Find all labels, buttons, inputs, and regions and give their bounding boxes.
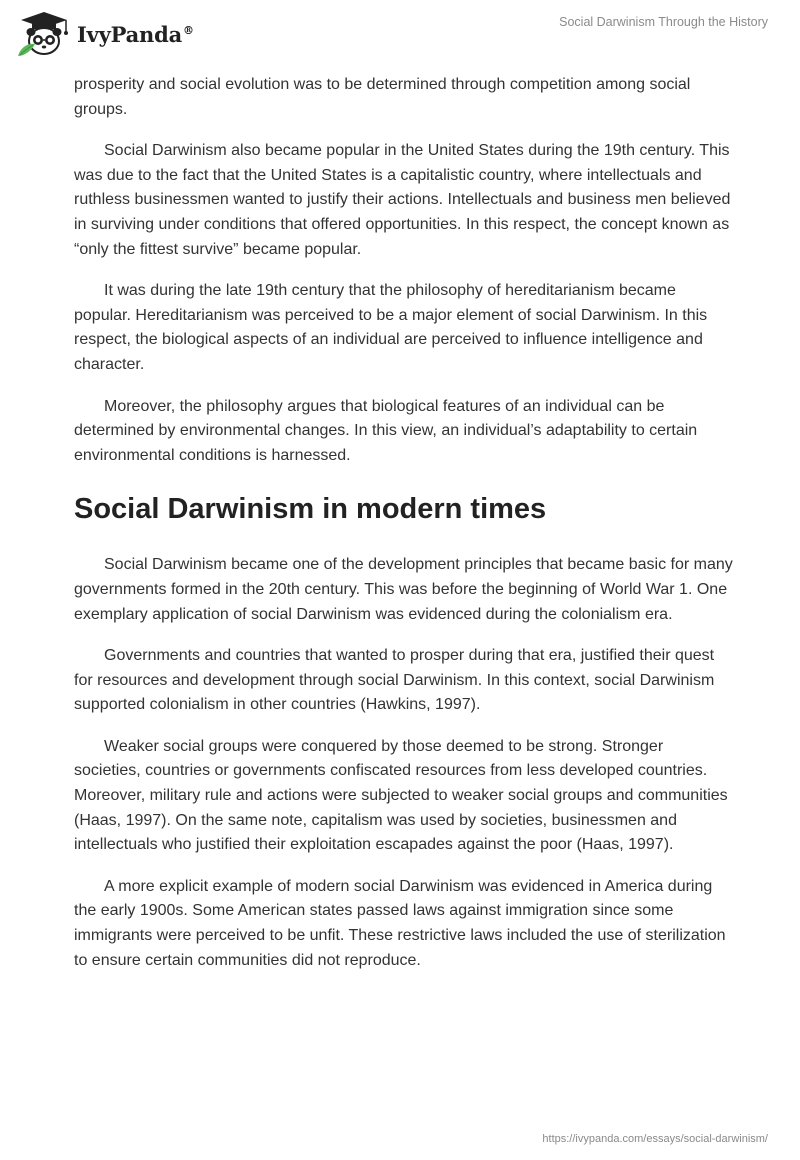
paragraph: Social Darwinism also became popular in the United States during the 19th century. This was due to the fact that the United States is a capitalistic country, where intellectuals and ruthless businessmen wanted to justify their actions. Intellectuals and business men believed in surviving under conditions that offered opportunities. In this respect, the concept known as “only the fittest survive” became popular. — [74, 142, 731, 258]
paragraph: Governments and countries that wanted to prosper during that era, justified their quest for resources and development through social Darwinism. In this context, social Darwinism supported colonialism in other countries (Hawkins, 1997). — [74, 647, 715, 714]
source-url[interactable]: https://ivypanda.com/essays/social-darwinism/ — [542, 1133, 768, 1145]
paragraph: Weaker social groups were conquered by those deemed to be strong. Stronger societies, countries or governments confiscated resources from less developed countries. Moreover, military rule and actions were subjected to weaker social groups and communities (Haas, 1997). On the same note, capitalism was used by societies, businessmen and intellectuals who justified their exploitation escapades against the poor (Haas, 1997). — [74, 737, 728, 854]
paragraph: It was during the late 19th century that the philosophy of hereditarianism became popular. Hereditarianism was perceived to be a major element of social Darwinism. In this respect, the biological aspects of an individual are perceived to influence intelligence and character. — [74, 282, 708, 373]
logo-wordmark: IvyPanda® — [77, 21, 194, 47]
paragraph-continuation: prosperity and social evolution was to be determined through competition among social groups. — [74, 76, 691, 118]
paragraph: A more explicit example of modern social Darwinism was evidenced in America during the early 1900s. Some American states passed laws against immigration since some immigrants were perceived to be unfit. These restrictive laws included the use of sterilization to ensure certain communities did not reproduce. — [74, 877, 726, 969]
paragraph: Social Darwinism became one of the development principles that became basic for many governments formed in the 20th century. This was before the beginning of World War 1. One exemplary application of social Darwinism was evidenced during the colonialism era. — [74, 556, 733, 623]
page-header — [0, 0, 800, 64]
paragraph: Moreover, the philosophy argues that biological features of an individual can be determined by environmental changes. In this view, an individual’s adaptability to certain environmental conditions is harnessed. — [74, 397, 698, 464]
section-heading: Social Darwinism in modern times — [74, 493, 547, 526]
document-title: Social Darwinism Through the History — [559, 15, 768, 29]
panda-graduate-icon — [15, 10, 73, 60]
essay-body — [74, 73, 734, 990]
ivypanda-logo[interactable] — [15, 10, 194, 60]
